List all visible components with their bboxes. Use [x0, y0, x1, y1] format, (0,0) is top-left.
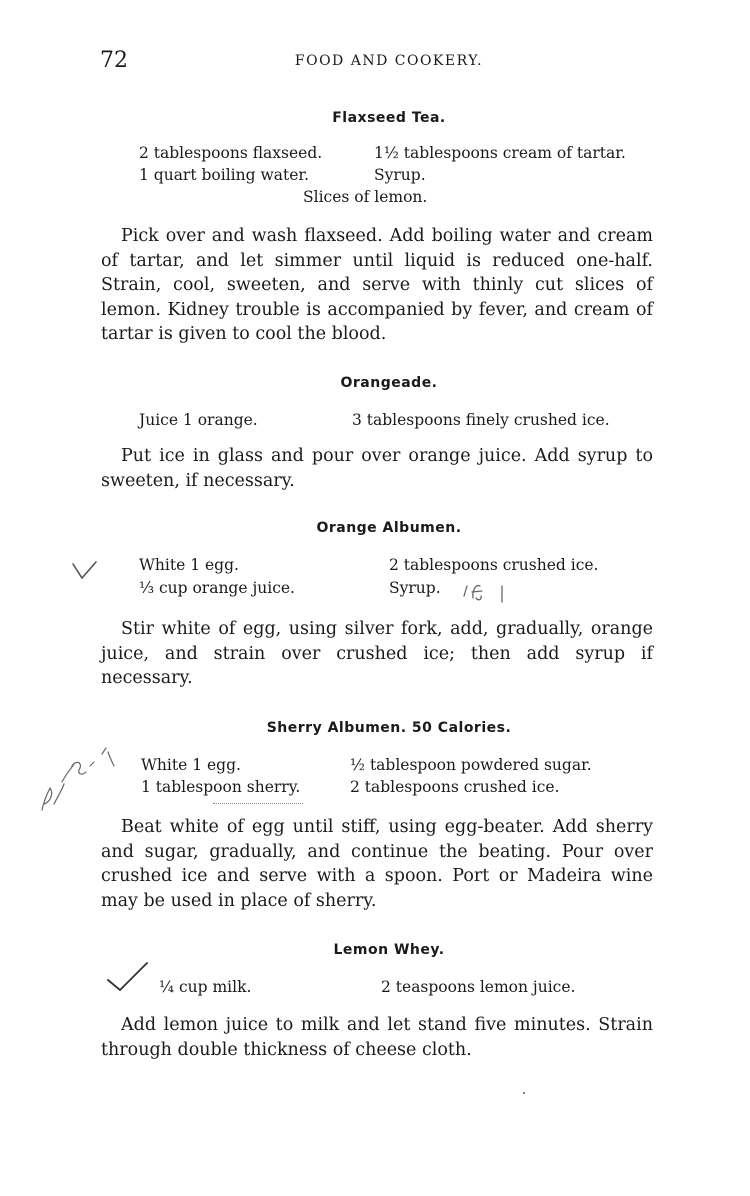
pencil-scribble-icon [458, 576, 508, 606]
ingredient: 2 teaspoons lemon juice. [381, 978, 576, 996]
pencil-underline [213, 803, 303, 804]
recipe-directions: Pick over and wash flaxseed. Add boiling water and cream of tartar, and let simmer until liquid is reduced one-half. Strain, cool, sweeten, and serve with thinly cut slices of lemon. Kidney trouble is accompanied by fever, and cream of tartar is given to cool the blood. [101, 226, 653, 344]
ingredient: White 1 egg. [141, 756, 241, 774]
page-number: 72 [100, 48, 128, 73]
ingredient: ⅓ cup orange juice. [139, 579, 295, 597]
ingredient: Slices of lemon. [303, 188, 428, 206]
ingredient: 2 tablespoons crushed ice. [389, 556, 599, 574]
recipe-title-lemon-whey: Lemon Whey. [333, 942, 445, 958]
ingredient: 1 quart boiling water. [139, 166, 310, 184]
ingredient: 3 tablespoons finely crushed ice. [352, 411, 610, 429]
check-mark-icon [70, 558, 100, 584]
ingredient: Syrup. [374, 166, 426, 184]
ingredient: 1 tablespoon sherry. [141, 778, 301, 796]
running-title: FOOD AND COOKERY. [294, 53, 484, 69]
recipe-title-orangeade: Orangeade. [340, 375, 438, 391]
ingredient: 2 tablespoons flaxseed. [139, 144, 323, 162]
recipe-directions: Add lemon juice to milk and let stand five minutes. Strain through double thickness of cheese cloth. [101, 1015, 653, 1060]
recipe-directions: Beat white of egg until stiff, using egg-beater. Add sherry and sugar, gradually, and continue the beating. Pour over crushed ice and serve with a spoon. Port or Madeira wine may be used in place of sherry. [101, 817, 653, 911]
pencil-scribble-icon [36, 744, 126, 824]
recipe-directions: Stir white of egg, using silver fork, add, gradually, orange juice, and strain over crushed ice; then add syrup if necessary. [101, 619, 653, 688]
ingredient: ¼ cup milk. [159, 978, 252, 996]
ingredient: Juice 1 orange. [139, 411, 258, 429]
recipe-title-flaxseed-tea: Flaxseed Tea. [332, 110, 446, 126]
ingredient: ½ tablespoon powdered sugar. [350, 756, 592, 774]
recipe-title-sherry-albumen: Sherry Albumen. 50 Calories. [266, 720, 512, 736]
ingredient: Syrup. [389, 579, 441, 597]
recipe-title-orange-albumen: Orange Albumen. [316, 520, 462, 536]
ink-speck [523, 1092, 525, 1094]
ingredient: 2 tablespoons crushed ice. [350, 778, 560, 796]
ingredient: 1½ tablespoons cream of tartar. [374, 144, 626, 162]
check-mark-icon [105, 960, 151, 996]
ingredient: White 1 egg. [139, 556, 239, 574]
recipe-directions: Put ice in glass and pour over orange juice. Add syrup to sweeten, if necessary. [101, 446, 653, 491]
